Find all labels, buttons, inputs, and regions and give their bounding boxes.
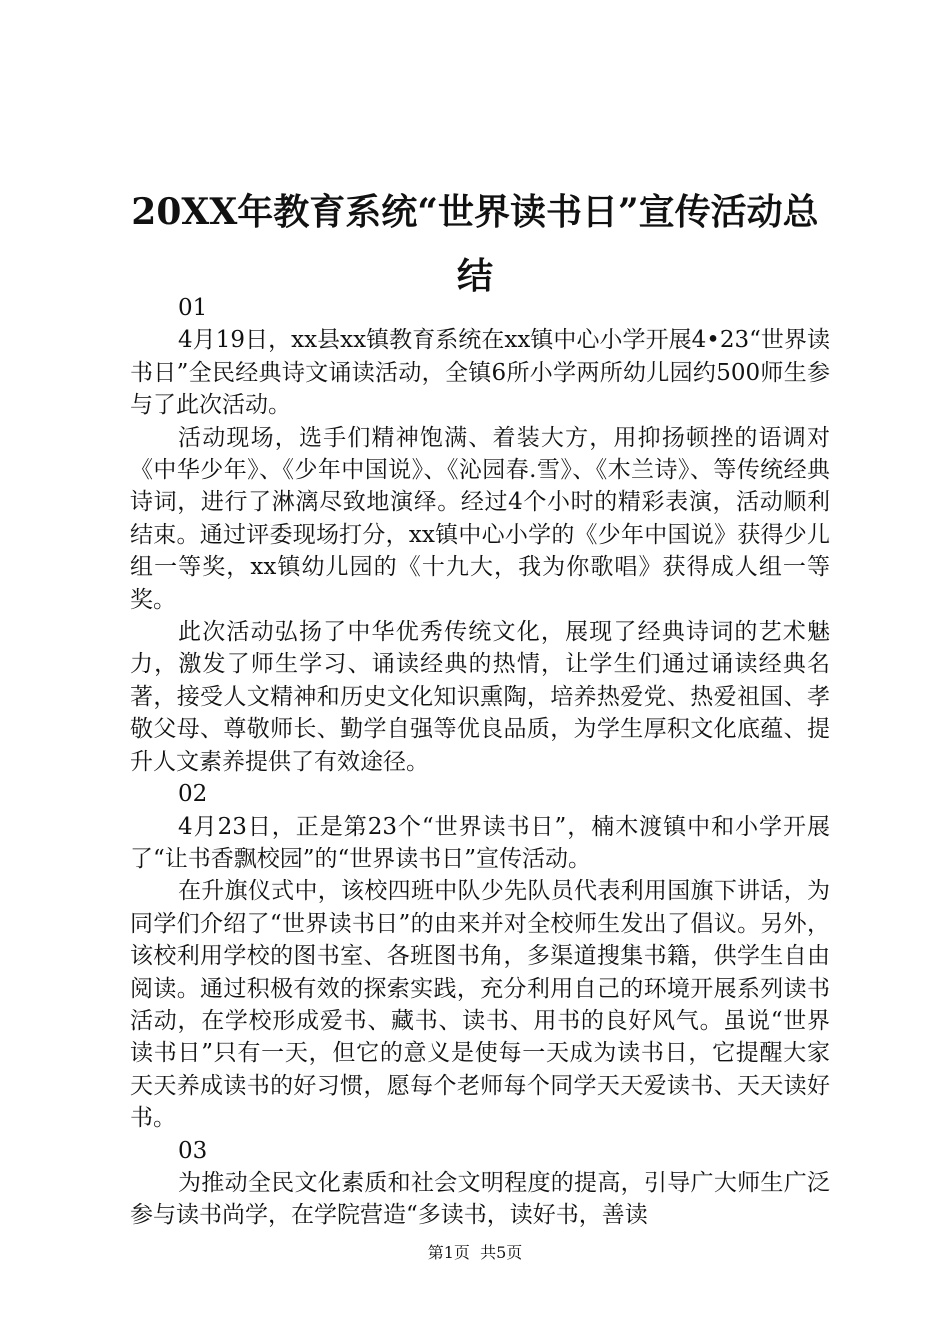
section-number: 03 [178,1137,208,1164]
section-03 [130,1135,830,1232]
page-footer: 第1页 共5页 [427,1243,523,1262]
paragraph: 4月19日，xx县xx镇教育系统在xx镇中心小学开展4•23“世界读书日”全民经典诗文诵读活动，全镇6所小学两所幼儿园约500师生参与了此次活动。 [130,327,830,419]
paragraph: 活动现场，选手们精神饱满、着装大方，用抑扬顿挫的语调对《中华少年》、《少年中国说》、《沁园春.雪》、《木兰诗》、等传统经典诗词，进行了淋漓尽致地演绎。经过4个小时的精彩表演，活动顺利结束。通过评委现场打分，xx镇中心小学的《少年中国说》获得少儿组一等奖，xx镇幼儿园的《十九大，我为你歌唱》获得成人组一等奖。 [130,424,830,613]
paragraph: 4月23日，正是第23个“世界读书日”，楠木渡镇中和小学开展了“让书香飘校园”的“世界读书日”宣传活动。 [130,813,830,872]
document-body [130,292,830,1232]
paragraph: 此次活动弘扬了中华优秀传统文化，展现了经典诗词的艺术魅力，激发了师生学习、诵读经典的热情，让学生们通过诵读经典名著，接受人文精神和历史文化知识熏陶，培养热爱党、热爱祖国、孝敬父母、尊敬师长、勤学自强等优良品质，为学生厚积文化底蕴、提升人文素养提供了有效途径。 [130,619,830,775]
title-line-2: 结 [456,255,493,297]
title-line-1: 20XX年教育系统“世界读书日”宣传活动总 [131,191,819,233]
section-number: 02 [178,781,208,808]
paragraph: 为推动全民文化素质和社会文明程度的提高，引导广大师生广泛参与读书尚学，在学院营造“多读书，读好书，善读 [130,1169,830,1229]
section-01 [130,292,830,778]
section-number: 01 [178,295,208,321]
paragraph: 在升旗仪式中，该校四班中队少先队员代表利用国旗下讲话，为同学们介绍了“世界读书日”的由来并对全校师生发出了倡议。另外，该校利用学校的图书室、各班图书角，多渠道搜集书籍，供学生自由阅读。通过积极有效的探索实践，充分利用自己的环境开展系列读书活动，在学校形成爱书、藏书、读书、用书的良好风气。虽说“世界读书日”只有一天，但它的意义是使每一天成为读书日，它提醒大家天天养成读书的好习惯，愿每个老师每个同学天天爱读书、天天读好书。 [130,878,830,1132]
section-02 [130,778,830,1134]
document-title [100,180,850,308]
